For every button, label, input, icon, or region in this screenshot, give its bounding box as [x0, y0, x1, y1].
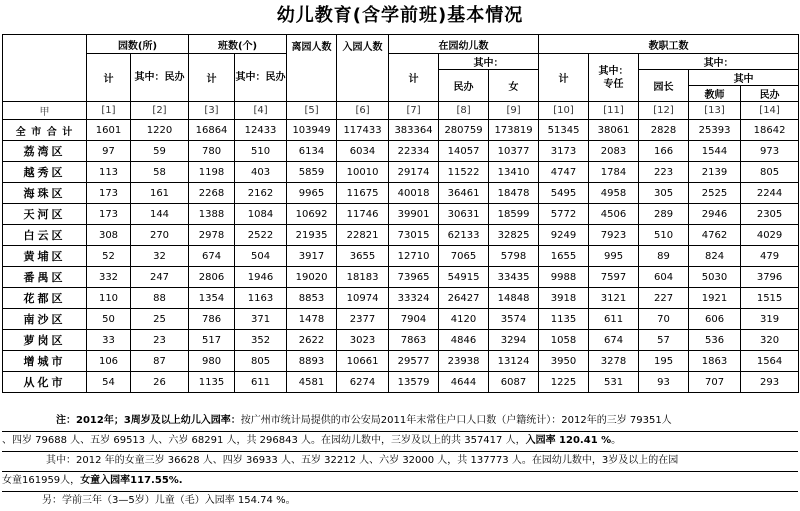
- total-cell: 38061: [589, 120, 639, 141]
- table-cell: 21935: [287, 225, 337, 246]
- table-cell: 33: [87, 330, 131, 351]
- total-cell: 1601: [87, 120, 131, 141]
- table-cell: 517: [189, 330, 235, 351]
- table-cell: 352: [235, 330, 287, 351]
- header-leave: 离园人数: [287, 35, 337, 102]
- total-cell: 1220: [131, 120, 189, 141]
- table-cell: 11746: [337, 204, 389, 225]
- table-cell: 319: [741, 309, 799, 330]
- table-cell: 510: [235, 141, 287, 162]
- table-cell: 29174: [389, 162, 439, 183]
- table-cell: 9988: [539, 267, 589, 288]
- table-cell: 10974: [337, 288, 389, 309]
- note-line-3: 其中：2012 年的女童三岁 36628 人、四岁 36933 人、五岁 32212 人、六岁 32000 人，共 137773 人。在园幼儿数中，3岁及以上的在园: [2, 451, 798, 472]
- table-cell: 223: [639, 162, 689, 183]
- table-cell: 4644: [439, 372, 489, 393]
- table-cell: 1863: [689, 351, 741, 372]
- index-cell: [10]: [539, 102, 589, 120]
- total-cell: 103949: [287, 120, 337, 141]
- table-cell: 1564: [741, 351, 799, 372]
- table-cell: 89: [639, 246, 689, 267]
- table-cell: 13579: [389, 372, 439, 393]
- table-cell: 33324: [389, 288, 439, 309]
- table-cell: 1163: [235, 288, 287, 309]
- table-cell: 1921: [689, 288, 741, 309]
- table-cell: 3574: [489, 309, 539, 330]
- table-row: [3, 309, 799, 330]
- table-cell: 7923: [589, 225, 639, 246]
- header-teacher: 教师: [689, 86, 741, 102]
- table-cell: 403: [235, 162, 287, 183]
- table-cell: 1515: [741, 288, 799, 309]
- table-cell: 805: [741, 162, 799, 183]
- table-cell: 293: [741, 372, 799, 393]
- table-cell: 173: [87, 183, 131, 204]
- table-cell: 87: [131, 351, 189, 372]
- table-cell: 50: [87, 309, 131, 330]
- table-cell: 1478: [287, 309, 337, 330]
- table-cell: 3950: [539, 351, 589, 372]
- table-cell: 6134: [287, 141, 337, 162]
- table-cell: 11522: [439, 162, 489, 183]
- table-cell: 10010: [337, 162, 389, 183]
- header-class-private: 其中：民办: [235, 54, 287, 102]
- table-cell: 3121: [589, 288, 639, 309]
- district-name: 增城市: [3, 351, 87, 372]
- table-cell: 3294: [489, 330, 539, 351]
- header-child-private: 民办: [439, 70, 489, 102]
- table-cell: 1354: [189, 288, 235, 309]
- table-cell: 4581: [287, 372, 337, 393]
- table-cell: 1946: [235, 267, 287, 288]
- table-cell: 320: [741, 330, 799, 351]
- district-name: 白云区: [3, 225, 87, 246]
- table-cell: 2377: [337, 309, 389, 330]
- table-cell: 1784: [589, 162, 639, 183]
- table-cell: 7597: [589, 267, 639, 288]
- table-cell: 166: [639, 141, 689, 162]
- table-cell: 3655: [337, 246, 389, 267]
- header-kindergartens: 园数(所): [87, 35, 189, 54]
- total-cell: 383364: [389, 120, 439, 141]
- table-cell: 3278: [589, 351, 639, 372]
- table-row: [3, 372, 799, 393]
- table-cell: 504: [235, 246, 287, 267]
- header-kg-total: 计: [87, 54, 131, 102]
- district-name: 南沙区: [3, 309, 87, 330]
- table-cell: 674: [189, 246, 235, 267]
- table-cell: 371: [235, 309, 287, 330]
- table-cell: 6034: [337, 141, 389, 162]
- index-cell: [1]: [87, 102, 131, 120]
- table-cell: 2525: [689, 183, 741, 204]
- table-cell: 824: [689, 246, 741, 267]
- table-cell: 611: [589, 309, 639, 330]
- table-cell: 6274: [337, 372, 389, 393]
- header-child-total: 计: [389, 54, 439, 102]
- total-cell: 16864: [189, 120, 235, 141]
- table-cell: 2806: [189, 267, 235, 288]
- header-staff-of-which-sub: 其中: [689, 70, 799, 86]
- table-cell: 39901: [389, 204, 439, 225]
- table-row: [3, 330, 799, 351]
- table-cell: 195: [639, 351, 689, 372]
- table-cell: 308: [87, 225, 131, 246]
- header-staff-of-which: 其中：: [639, 54, 799, 70]
- index-row: [3, 102, 799, 120]
- table-cell: 4506: [589, 204, 639, 225]
- table-cell: 3917: [287, 246, 337, 267]
- table-cell: 2305: [741, 204, 799, 225]
- table-row: [3, 162, 799, 183]
- table-cell: 995: [589, 246, 639, 267]
- index-cell: 甲: [3, 102, 87, 120]
- table-cell: 14057: [439, 141, 489, 162]
- table-cell: 36461: [439, 183, 489, 204]
- table-cell: 2622: [287, 330, 337, 351]
- table-cell: 780: [189, 141, 235, 162]
- total-cell: 173819: [489, 120, 539, 141]
- district-name: 番禺区: [3, 267, 87, 288]
- table-cell: 7904: [389, 309, 439, 330]
- table-cell: 270: [131, 225, 189, 246]
- table-cell: 4747: [539, 162, 589, 183]
- total-cell: 18642: [741, 120, 799, 141]
- table-cell: 3918: [539, 288, 589, 309]
- table-row: [3, 246, 799, 267]
- total-cell: 51345: [539, 120, 589, 141]
- statistics-table: [2, 34, 799, 393]
- table-cell: 58: [131, 162, 189, 183]
- table-cell: 13124: [489, 351, 539, 372]
- index-cell: [13]: [689, 102, 741, 120]
- table-row: [3, 225, 799, 246]
- table-cell: 10692: [287, 204, 337, 225]
- table-cell: 97: [87, 141, 131, 162]
- index-cell: [5]: [287, 102, 337, 120]
- total-cell: 25393: [689, 120, 741, 141]
- table-row: [3, 183, 799, 204]
- table-cell: 11675: [337, 183, 389, 204]
- table-cell: 18183: [337, 267, 389, 288]
- table-cell: 52: [87, 246, 131, 267]
- table-cell: 227: [639, 288, 689, 309]
- table-cell: 73965: [389, 267, 439, 288]
- table-cell: 2946: [689, 204, 741, 225]
- header-region: [3, 35, 87, 102]
- table-cell: 2244: [741, 183, 799, 204]
- index-cell: [11]: [589, 102, 639, 120]
- header-enter: 入园人数: [337, 35, 389, 102]
- district-name: 从化市: [3, 372, 87, 393]
- table-cell: 25: [131, 309, 189, 330]
- table-cell: 606: [689, 309, 741, 330]
- table-cell: 4958: [589, 183, 639, 204]
- table-cell: 1198: [189, 162, 235, 183]
- table-cell: 1135: [189, 372, 235, 393]
- table-cell: 62133: [439, 225, 489, 246]
- table-cell: 33435: [489, 267, 539, 288]
- table-cell: 510: [639, 225, 689, 246]
- table-cell: 19020: [287, 267, 337, 288]
- table-cell: 1388: [189, 204, 235, 225]
- header-child-female: 女: [489, 70, 539, 102]
- table-cell: 332: [87, 267, 131, 288]
- district-name: 天河区: [3, 204, 87, 225]
- index-cell: [14]: [741, 102, 799, 120]
- table-cell: 2083: [589, 141, 639, 162]
- total-cell: 2828: [639, 120, 689, 141]
- table-cell: 2978: [189, 225, 235, 246]
- table-cell: 13410: [489, 162, 539, 183]
- table-cell: 106: [87, 351, 131, 372]
- district-name: 越秀区: [3, 162, 87, 183]
- header-in-school: 在园幼儿数: [389, 35, 539, 54]
- index-cell: [7]: [389, 102, 439, 120]
- table-cell: 7863: [389, 330, 439, 351]
- table-cell: 5772: [539, 204, 589, 225]
- table-cell: 22821: [337, 225, 389, 246]
- table-cell: 113: [87, 162, 131, 183]
- table-row: [3, 141, 799, 162]
- table-cell: 707: [689, 372, 741, 393]
- table-cell: 2139: [689, 162, 741, 183]
- index-cell: [6]: [337, 102, 389, 120]
- table-cell: 1058: [539, 330, 589, 351]
- table-cell: 289: [639, 204, 689, 225]
- table-cell: 479: [741, 246, 799, 267]
- table-cell: 10661: [337, 351, 389, 372]
- table-cell: 26427: [439, 288, 489, 309]
- table-cell: 18599: [489, 204, 539, 225]
- table-cell: 161: [131, 183, 189, 204]
- table-cell: 247: [131, 267, 189, 288]
- table-row: [3, 288, 799, 309]
- table-cell: 32825: [489, 225, 539, 246]
- total-cell: 280759: [439, 120, 489, 141]
- table-cell: 88: [131, 288, 189, 309]
- table-cell: 57: [639, 330, 689, 351]
- district-name: 花都区: [3, 288, 87, 309]
- header-classes: 班数(个): [189, 35, 287, 54]
- table-row: [3, 204, 799, 225]
- table-cell: 5030: [689, 267, 741, 288]
- total-cell: 12433: [235, 120, 287, 141]
- table-cell: 1655: [539, 246, 589, 267]
- table-cell: 93: [639, 372, 689, 393]
- table-cell: 54: [87, 372, 131, 393]
- table-cell: 9965: [287, 183, 337, 204]
- table-cell: 531: [589, 372, 639, 393]
- index-cell: [2]: [131, 102, 189, 120]
- table-cell: 1135: [539, 309, 589, 330]
- table-row: [3, 351, 799, 372]
- table-cell: 14848: [489, 288, 539, 309]
- note-line-5: 另：学前三年（3—5岁）儿童（毛）入园率 154.74 %。: [42, 495, 296, 506]
- district-name: 海珠区: [3, 183, 87, 204]
- table-cell: 786: [189, 309, 235, 330]
- district-name: 黄埔区: [3, 246, 87, 267]
- header-class-total: 计: [189, 54, 235, 102]
- table-cell: 973: [741, 141, 799, 162]
- table-cell: 40018: [389, 183, 439, 204]
- header-fulltime: 其中： 专任: [589, 54, 639, 102]
- table-cell: 26: [131, 372, 189, 393]
- table-cell: 30631: [439, 204, 489, 225]
- table-cell: 110: [87, 288, 131, 309]
- table-cell: 3023: [337, 330, 389, 351]
- header-principal: 园长: [639, 70, 689, 102]
- table-cell: 305: [639, 183, 689, 204]
- table-cell: 8893: [287, 351, 337, 372]
- table-cell: 4120: [439, 309, 489, 330]
- index-cell: [8]: [439, 102, 489, 120]
- table-cell: 1544: [689, 141, 741, 162]
- table-cell: 23938: [439, 351, 489, 372]
- district-name: 荔湾区: [3, 141, 87, 162]
- table-cell: 674: [589, 330, 639, 351]
- table-cell: 4762: [689, 225, 741, 246]
- table-cell: 3173: [539, 141, 589, 162]
- page-title: 幼儿教育(含学前班)基本情况: [276, 5, 524, 26]
- table-cell: 10377: [489, 141, 539, 162]
- table-cell: 536: [689, 330, 741, 351]
- header-child-of-which: 其中：: [439, 54, 539, 70]
- table-row: [3, 267, 799, 288]
- table-cell: 980: [189, 351, 235, 372]
- note-line-2: 、四岁 79688 人、五岁 69513 人、六岁 68291 人，共 296843 人。在园幼儿数中，三岁及以上的共 357417 人，入园率 120.41 %。: [2, 431, 798, 452]
- table-cell: 7065: [439, 246, 489, 267]
- header-staff-private: 民办: [741, 86, 799, 102]
- table-cell: 54915: [439, 267, 489, 288]
- table-cell: 805: [235, 351, 287, 372]
- table-cell: 1225: [539, 372, 589, 393]
- note-line-4: 女童161959人，女童入园率117.55%.: [2, 471, 798, 492]
- table-cell: 5859: [287, 162, 337, 183]
- table-cell: 32: [131, 246, 189, 267]
- header-staff: 教职工数: [539, 35, 799, 54]
- table-cell: 2522: [235, 225, 287, 246]
- table-cell: 173: [87, 204, 131, 225]
- index-cell: [9]: [489, 102, 539, 120]
- table-cell: 3796: [741, 267, 799, 288]
- table-cell: 18478: [489, 183, 539, 204]
- table-cell: 12710: [389, 246, 439, 267]
- table-cell: 22334: [389, 141, 439, 162]
- table-cell: 144: [131, 204, 189, 225]
- district-name: 萝岗区: [3, 330, 87, 351]
- table-cell: 2162: [235, 183, 287, 204]
- table-cell: 29577: [389, 351, 439, 372]
- total-row-label: 全 市 合 计: [3, 120, 87, 141]
- table-cell: 1084: [235, 204, 287, 225]
- header-kg-private: 其中：民办: [131, 54, 189, 102]
- table-cell: 9249: [539, 225, 589, 246]
- table-cell: 4029: [741, 225, 799, 246]
- header-staff-total: 计: [539, 54, 589, 102]
- table-cell: 604: [639, 267, 689, 288]
- table-cell: 59: [131, 141, 189, 162]
- table-cell: 5798: [489, 246, 539, 267]
- table-cell: 23: [131, 330, 189, 351]
- table-cell: 611: [235, 372, 287, 393]
- table-cell: 70: [639, 309, 689, 330]
- total-row: [3, 120, 799, 141]
- index-cell: [12]: [639, 102, 689, 120]
- table-cell: 4846: [439, 330, 489, 351]
- index-cell: [4]: [235, 102, 287, 120]
- table-cell: 5495: [539, 183, 589, 204]
- table-cell: 6087: [489, 372, 539, 393]
- table-cell: 2268: [189, 183, 235, 204]
- table-cell: 73015: [389, 225, 439, 246]
- table-cell: 8853: [287, 288, 337, 309]
- total-cell: 117433: [337, 120, 389, 141]
- index-cell: [3]: [189, 102, 235, 120]
- note-line-1: 注：2012年；3周岁及以上幼儿入园率：按广州市统计局提供的市公安局2011年末常住户口人口数（户籍统计）：2012年的三岁 79351人: [2, 411, 798, 432]
